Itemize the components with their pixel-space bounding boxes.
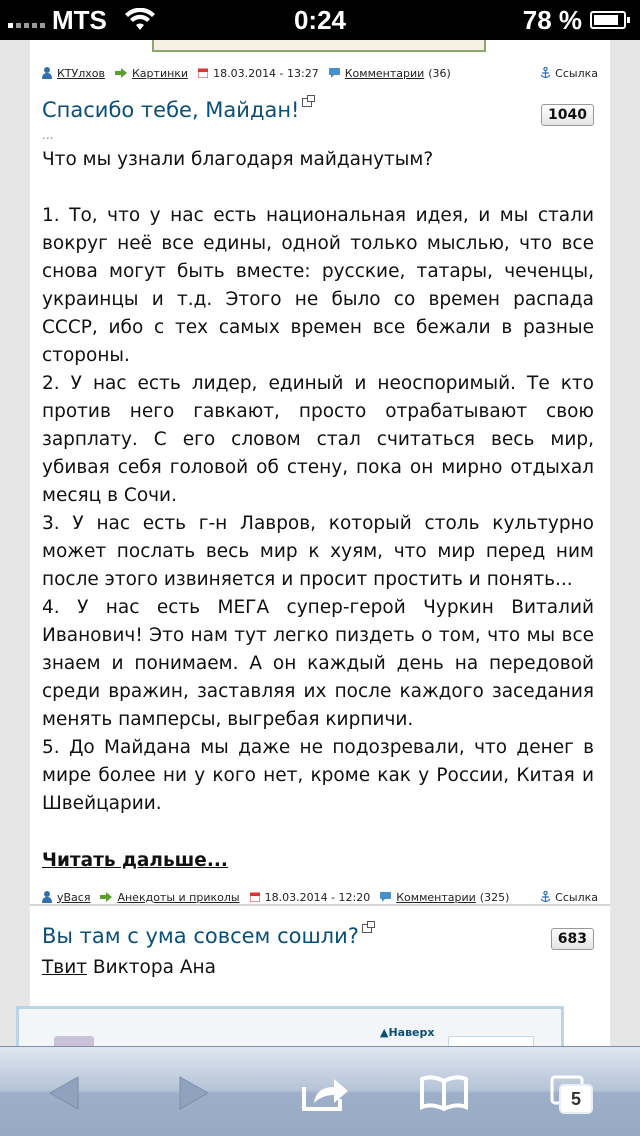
tabs-count[interactable]: 5 <box>561 1086 591 1112</box>
tweet-link[interactable]: Твит <box>42 957 88 978</box>
post-divider <box>30 904 610 906</box>
comments-count: (36) <box>428 66 451 80</box>
post-paragraph: 5. До Майдана мы даже не подозревали, что денег в мире более ни у кого нет, кроме как у России, Китая и Швейцарии. <box>42 737 594 814</box>
calendar-icon <box>250 892 260 902</box>
rating-badge: 1040 <box>541 104 594 126</box>
external-link-icon[interactable] <box>302 98 312 107</box>
post-paragraph: 2. У нас есть лидер, единый и неоспоримый. Те кто против него гавкают, просто отрабатывают свою зарплату. С его словом стал считаться весь мир, убивая себя головой об стену, пока он мирно отдыхал месяц в Сочи. <box>42 373 594 506</box>
category-link[interactable]: Анекдоты и приколы <box>117 890 240 904</box>
author-link[interactable]: КТУлхов <box>57 66 105 80</box>
calendar-icon <box>198 68 208 78</box>
embedded-search-box <box>448 1036 534 1046</box>
user-icon <box>42 891 52 903</box>
post-text: Виктора Ана <box>87 957 216 978</box>
anchor-icon <box>540 891 551 903</box>
share-icon[interactable] <box>300 1073 350 1113</box>
back-arrow-icon[interactable] <box>46 1073 82 1113</box>
post-title[interactable] <box>42 98 312 122</box>
forward-arrow-icon[interactable] <box>176 1073 212 1113</box>
post-paragraph: 1. То, что у нас есть национальная идея, и мы стали вокруг неё все едины, одной только мыслью, что все снова могут быть вместе: русские, татары, чеченцы, украинцы и т.д. Этого не было со времен распада СССР, ибо с тех самых времен все бежали в разные стороны. <box>42 205 594 366</box>
carrier-name: MTS <box>52 5 107 35</box>
user-icon <box>42 67 52 79</box>
web-page[interactable] <box>0 40 640 1046</box>
comments-link[interactable]: Комментарии <box>344 66 425 80</box>
category-arrow-icon <box>100 892 112 902</box>
post-date: 18.03.2014 - 13:27 <box>213 66 319 80</box>
post-date: 18.03.2014 - 12:20 <box>264 890 371 904</box>
rating-badge: 683 <box>551 928 594 950</box>
bookmarks-icon[interactable] <box>418 1073 470 1113</box>
previous-post-image[interactable] <box>152 40 486 52</box>
posts-column <box>30 40 610 1046</box>
post-body <box>42 146 594 818</box>
author-link[interactable]: уВася <box>57 890 91 904</box>
anchor-icon <box>540 67 551 79</box>
category-link[interactable]: Картинки <box>132 66 189 80</box>
external-link-icon[interactable] <box>362 924 372 933</box>
post-intro: Что мы узнали благодаря майданутым? <box>42 149 434 170</box>
post-title-text[interactable]: Вы там с ума совсем сошли? <box>42 924 359 948</box>
read-more-link[interactable]: Читать дальше... <box>42 850 228 871</box>
clock: 0:24 <box>293 5 347 35</box>
ellipsis: ... <box>42 128 54 142</box>
post-title[interactable] <box>42 924 372 948</box>
permalink[interactable]: Ссылка <box>555 890 598 904</box>
comments-icon <box>329 68 340 78</box>
comments-link[interactable]: Комментарии <box>396 890 476 904</box>
comments-count: (325) <box>479 890 510 904</box>
browser-toolbar <box>0 1046 640 1136</box>
post-title-text[interactable]: Спасибо тебе, Майдан! <box>42 98 300 122</box>
back-to-top-link[interactable]: ▲Наверх <box>380 1026 435 1039</box>
embedded-avatar <box>54 1036 94 1046</box>
comments-icon <box>380 892 391 902</box>
status-bar <box>0 0 640 40</box>
post-paragraph: 3. У нас есть г-н Лавров, который столь культурно может послать весь мир к хуям, что мир перед ним после этого извиняется и просит простить и понять... <box>42 513 594 590</box>
post-body <box>42 954 594 982</box>
battery-percent: 78 % <box>522 5 582 35</box>
category-arrow-icon <box>115 68 127 78</box>
permalink[interactable]: Ссылка <box>555 66 598 80</box>
post-meta-bar <box>42 64 598 82</box>
post-paragraph: 4. У нас есть МЕГА супер-герой Чуркин Виталий Иванович! Это нам тут легко пиздеть о том, что мы все знаем и понимаем. А он каждый день на передовой среди вражин, заставляя их после каждого заседания менять памперсы, выгребая кирпичи. <box>42 597 594 730</box>
battery-icon <box>590 11 626 29</box>
